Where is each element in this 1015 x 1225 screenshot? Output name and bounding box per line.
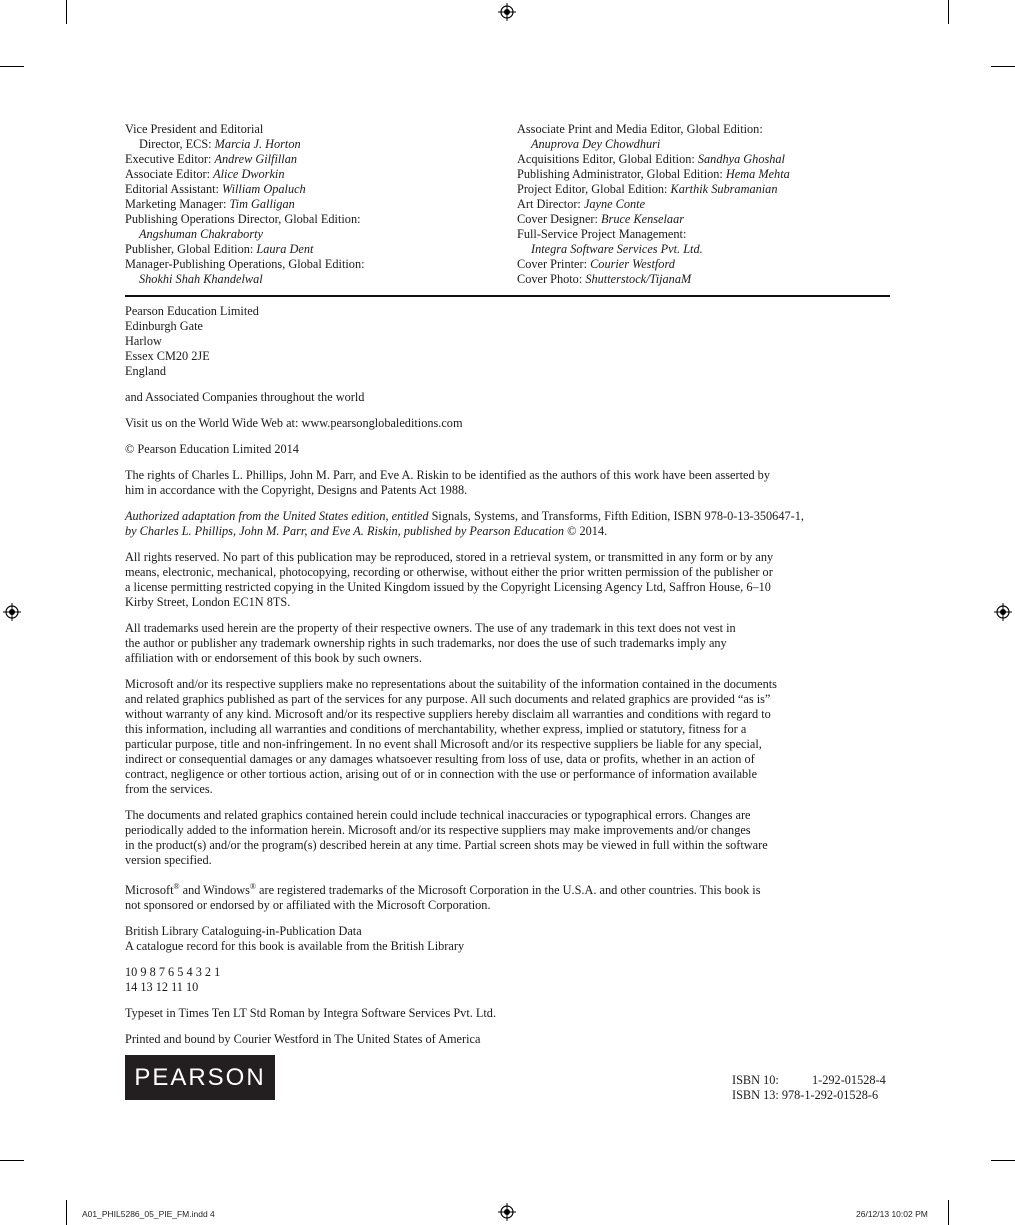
logo-text: PEARSON: [134, 1064, 266, 1091]
credit-name: Hema Mehta: [725, 167, 790, 181]
printed-text: Printed and bound by Courier Westford in The United States of America: [125, 1032, 481, 1047]
isbn-13-label: ISBN 13:: [732, 1088, 779, 1102]
paragraph-line: not sponsored or endorsed by or affiliated with the Microsoft Corporation.: [125, 898, 491, 913]
adaptation-italic: by Charles L. Phillips, John M. Parr, and Eve A. Riskin, published by Pearson Education: [125, 524, 568, 538]
credit-name: Bruce Kenselaar: [601, 212, 685, 226]
crop-mark: [991, 1160, 1015, 1161]
credit-name: William Opaluch: [222, 182, 306, 196]
credit-line: [125, 212, 505, 227]
credit-line: [125, 152, 505, 167]
credit-label: Cover Designer:: [517, 212, 602, 226]
credit-name: Jayne Conte: [583, 197, 646, 211]
paragraph-line: Kirby Street, London EC1N 8TS.: [125, 595, 291, 609]
registration-mark-icon: [498, 3, 516, 21]
credit-label: Cover Printer:: [517, 257, 591, 271]
address-line: Harlow: [125, 334, 162, 348]
microsoft-disclaimer-paragraph: [125, 677, 890, 797]
credit-label: Publishing Operations Director, Global Edition:: [125, 212, 361, 226]
paragraph-line: indirect or consequential damages or any damages whatsoever resulting from loss of use, data or profits, whether in an action of: [125, 752, 755, 766]
crop-mark: [948, 0, 949, 24]
microsoft-word: Microsoft: [125, 883, 174, 898]
slug-filename: A01_PHIL5286_05_PIE_FM.indd 4: [82, 1209, 215, 1219]
registered-mark: ®: [173, 882, 180, 891]
credit-line: [517, 257, 897, 272]
credit-label: Full-Service Project Management:: [517, 227, 687, 241]
credit-label: Art Director:: [517, 197, 584, 211]
isbn-10-row: [732, 1073, 892, 1088]
credit-name: Marcia J. Horton: [214, 137, 301, 151]
paragraph-line: this information, including all warranties and conditions of merchantability, whether express, implied or statutory, fitness for a: [125, 722, 747, 736]
credit-line: [125, 137, 505, 152]
isbn-13-row: [732, 1088, 892, 1103]
horizontal-rule: [125, 295, 890, 297]
paragraph-line: The documents and related graphics contained herein could include technical inaccuracies or typographical errors. Changes are: [125, 808, 751, 822]
printed-line: [125, 1032, 890, 1047]
credit-label: Project Editor, Global Edition:: [517, 182, 671, 196]
paragraph-line: him in accordance with the Copyright, Designs and Patents Act 1988.: [125, 483, 468, 497]
adaptation-title: Signals, Systems, and Transforms, Fifth Edition, ISBN 978-0-13-350647-1,: [431, 509, 804, 523]
address-line: Edinburgh Gate: [125, 319, 203, 333]
paragraph-line: All rights reserved. No part of this publication may be reproduced, stored in a retrieval system, or transmitted in any form or by any: [125, 550, 774, 564]
credit-line: [517, 152, 897, 167]
crop-mark: [948, 1200, 949, 1225]
registration-mark-icon: [498, 1203, 516, 1221]
credit-line: [125, 272, 505, 287]
copyright-body: [125, 304, 890, 1058]
credits-right-column: [517, 122, 897, 287]
credit-label: Associate Print and Media Editor, Global Edition:: [517, 122, 763, 136]
credit-line: [125, 197, 505, 212]
print-number-line: 14 13 12 11 10: [125, 980, 199, 995]
credit-line: [125, 167, 505, 182]
paragraph-line: from the services.: [125, 782, 213, 796]
credit-name: Angshuman Chakraborty: [139, 227, 263, 241]
credit-label: Editorial Assistant:: [125, 182, 223, 196]
credit-label: Associate Editor:: [125, 167, 214, 181]
crop-mark: [0, 1160, 24, 1161]
trademarks-paragraph: [125, 621, 890, 666]
registered-mark: ®: [249, 882, 256, 891]
isbn-10-value: 1-292-01528-4: [812, 1073, 886, 1087]
isbn-10-label: ISBN 10:: [732, 1073, 779, 1087]
credit-name: Alice Dworkin: [213, 167, 285, 181]
credit-name: Shokhi Shah Khandelwal: [139, 272, 263, 286]
documents-note-paragraph: [125, 808, 890, 868]
copyright-line: [125, 442, 890, 457]
paragraph-line: affiliation with or endorsement of this book by such owners.: [125, 651, 422, 665]
adaptation-italic: Authorized adaptation from the United States edition, entitled: [125, 509, 432, 523]
copyright-text: © Pearson Education Limited 2014: [125, 442, 299, 456]
credit-label: Manager-Publishing Operations, Global Edition:: [125, 257, 365, 271]
paragraph-line: [125, 524, 890, 539]
paragraph-line: particular purpose, title and non-infringement. In no event shall Microsoft and/or its respective suppliers be liable for any special,: [125, 737, 762, 751]
registration-mark-icon: [994, 603, 1012, 621]
crop-mark: [66, 0, 67, 24]
credit-line: [125, 242, 505, 257]
paragraph-line: Microsoft and/or its respective suppliers make no representations about the suitability of the information contained in the documents: [125, 677, 777, 691]
credit-label: Marketing Manager:: [125, 197, 230, 211]
typeset-text: Typeset in Times Ten LT Std Roman by Integra Software Services Pvt. Ltd.: [125, 1006, 497, 1021]
credit-name: Shutterstock/TijanaM: [585, 272, 692, 286]
publisher-address: [125, 304, 890, 379]
crop-mark: [991, 66, 1015, 67]
paragraph-line: a license permitting restricted copying in the United Kingdom issued by the Copyright Licensing Agency Ltd, Saffron House, 6–10: [125, 580, 771, 594]
credit-label: Publisher, Global Edition:: [125, 242, 257, 256]
paragraph-line: [125, 509, 890, 524]
credit-label: Vice President and Editorial: [125, 122, 264, 136]
crop-mark: [0, 66, 24, 67]
registration-mark-icon: [3, 603, 21, 621]
trademark-text: are registered trademarks of the Microsoft Corporation in the U.S.A. and other countries. This book is: [255, 883, 761, 898]
credit-line: [517, 137, 897, 152]
credit-name: Courier Westford: [590, 257, 675, 271]
credit-name: Sandhya Ghoshal: [697, 152, 785, 166]
address-line: England: [125, 364, 166, 378]
credit-line: [125, 122, 505, 137]
website-line: [125, 416, 890, 431]
credit-line: [125, 227, 505, 242]
paragraph-line: version specified.: [125, 853, 212, 867]
adaptation-year: © 2014.: [567, 524, 608, 538]
credit-name: Karthik Subramanian: [670, 182, 778, 196]
isbn-block: [732, 1073, 892, 1103]
isbn-13-value: 978-1-292-01528-6: [781, 1088, 879, 1102]
paragraph-line: periodically added to the information herein. Microsoft and/or its respective suppliers may make improvements and/or changes: [125, 823, 751, 837]
credit-line: [517, 182, 897, 197]
credit-line: [517, 242, 897, 257]
adaptation-paragraph: [125, 509, 890, 539]
paragraph-line: British Library Cataloguing-in-Publication Data: [125, 924, 362, 939]
credits-left-column: [125, 122, 505, 287]
paragraph-line: contract, negligence or other tortious action, arising out of or in connection with the use or performance of information available: [125, 767, 758, 781]
credit-line: [517, 212, 897, 227]
slug-datetime: 26/12/13 10:02 PM: [856, 1209, 928, 1219]
typeset-line: [125, 1006, 890, 1021]
crop-mark: [66, 1200, 67, 1225]
associated-text: and Associated Companies throughout the world: [125, 390, 365, 404]
rights-paragraph: [125, 468, 890, 498]
credit-line: [517, 272, 897, 287]
credit-line: [125, 257, 505, 272]
paragraph-line: The rights of Charles L. Phillips, John M. Parr, and Eve A. Riskin to be identified as the authors of this work have been asserted by: [125, 468, 770, 482]
windows-trademark-paragraph: [125, 879, 890, 913]
credit-name: Laura Dent: [256, 242, 314, 256]
print-line-numbers: [125, 965, 890, 995]
all-rights-paragraph: [125, 550, 890, 610]
credit-label: Cover Photo:: [517, 272, 586, 286]
windows-word: and Windows: [179, 883, 250, 898]
paragraph-line: the author or publisher any trademark ownership rights in such trademarks, nor does the use of such trademarks imply any: [125, 636, 727, 650]
paragraph-line: [125, 879, 890, 898]
credit-label: Publishing Administrator, Global Edition:: [517, 167, 726, 181]
credit-name: Andrew Gilfillan: [214, 152, 298, 166]
paragraph-line: without warranty of any kind. Microsoft and/or its respective suppliers hereby disclaim all warranties and conditions with regard to: [125, 707, 771, 721]
paragraph-line: in the product(s) and/or the program(s) described herein at any time. Partial screen shots may be viewed in full within the software: [125, 838, 768, 852]
address-line: Essex CM20 2JE: [125, 349, 210, 363]
credit-label: Acquisitions Editor, Global Edition:: [517, 152, 698, 166]
cataloguing-paragraph: [125, 924, 890, 954]
credit-name: Tim Galligan: [229, 197, 295, 211]
print-number-line: 10 9 8 7 6 5 4 3 2 1: [125, 965, 221, 980]
credit-line: [517, 167, 897, 182]
address-line: Pearson Education Limited: [125, 304, 259, 318]
associated-companies: [125, 390, 890, 405]
credit-line: [517, 227, 897, 242]
credit-line: [125, 182, 505, 197]
credit-line: [517, 197, 897, 212]
credit-line: [517, 122, 897, 137]
paragraph-line: and related graphics published as part of the services for any purpose. All such documents and related graphics are provided “as is”: [125, 692, 771, 706]
credit-name: Integra Software Services Pvt. Ltd.: [531, 242, 703, 256]
credit-name: Anuprova Dey Chowdhuri: [531, 137, 661, 151]
paragraph-line: means, electronic, mechanical, photocopying, recording or otherwise, without either the prior written permission of the publisher or: [125, 565, 773, 579]
paragraph-line: All trademarks used herein are the property of their respective owners. The use of any trademark in this text does not vest in: [125, 621, 736, 635]
credit-label: Executive Editor:: [125, 152, 215, 166]
website-text: Visit us on the World Wide Web at: www.pearsonglobaleditions.com: [125, 416, 463, 430]
credit-label: Director, ECS:: [139, 137, 215, 151]
pearson-logo: [125, 1055, 275, 1100]
paragraph-line: A catalogue record for this book is available from the British Library: [125, 939, 465, 954]
